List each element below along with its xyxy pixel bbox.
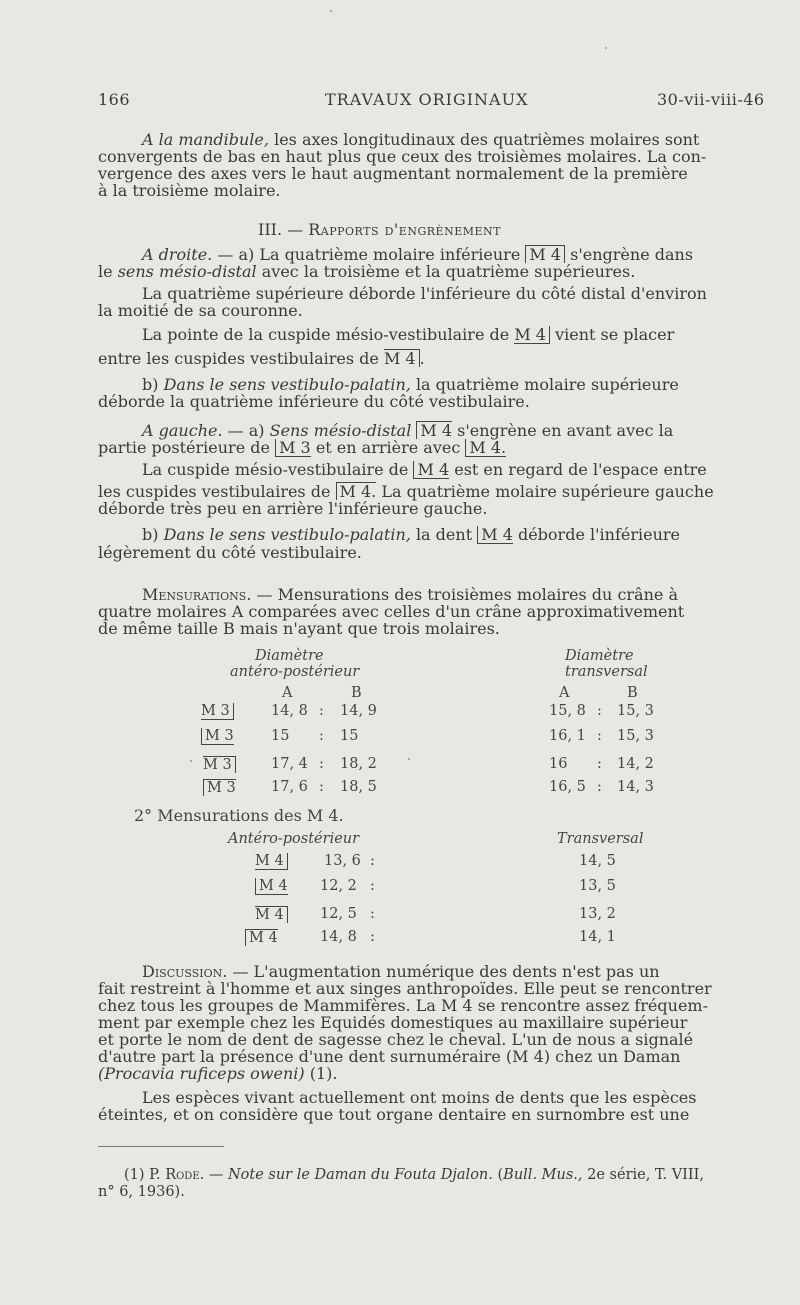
table-row-tooth: M 4: [245, 929, 278, 946]
gauche-b-text: déborde l'inférieure: [517, 525, 680, 544]
table-cell: 14, 2: [617, 756, 654, 772]
discussion-line2: fait restreint à l'homme et aux singes anthropoïdes. Elle peut se rencontrer: [98, 979, 712, 998]
footnote-author: Rode.: [165, 1167, 205, 1183]
gauche-b-marker: b): [142, 525, 159, 544]
gauche-b-line2: légèrement du côté vestibulaire.: [98, 543, 362, 562]
gauche-b-mid: la dent: [415, 525, 473, 544]
discussion-line5: et porte le nom de dent de sagesse chez le cheval. L'un de nous a signalé: [98, 1030, 694, 1049]
table-sep: :: [597, 703, 602, 719]
running-title: TRAVAUX ORIGINAUX: [325, 90, 529, 109]
discussion-line4: ment par exemple chez les Equidés domestiques au maxillaire supérieur: [98, 1013, 688, 1032]
footnote: [124, 1167, 704, 1183]
table-sep: :: [597, 779, 602, 795]
footnote-title: Note sur le Daman du Fouta Djalon.: [227, 1167, 493, 1183]
droite-b-marker: b): [142, 375, 159, 394]
discussion-footnote-ref: (1).: [309, 1064, 338, 1083]
intro-line-3: vergence des axes vers le haut augmentant normalement de la première: [98, 164, 688, 183]
tooth-notation: M 4: [384, 349, 420, 367]
discussion-p2-line2: éteintes, et on considère que tout organe dentaire en surnombre est une: [98, 1105, 690, 1124]
table-row-tooth: M 3: [203, 756, 236, 773]
table-sep: :: [370, 906, 375, 922]
droite-b-text: la quatrième molaire supérieure: [415, 375, 679, 394]
tooth-notation: M 4: [525, 245, 565, 263]
table-cell: 18, 5: [340, 779, 377, 795]
punct: .: [419, 349, 425, 368]
table1-col2-header1: Diamètre: [565, 648, 634, 664]
section-title: Rapports d'engrènement: [308, 220, 501, 239]
gauche-p2-line2: les cuspides vestibulaires de: [98, 482, 331, 501]
table1-sub-a: A: [282, 685, 293, 701]
table-sep: :: [319, 703, 324, 719]
mensurations-line1: — Mensurations des troisièmes molaires du crâne à: [256, 585, 678, 604]
table-sep: :: [370, 878, 375, 894]
footnote-line2: n° 6, 1936).: [98, 1184, 185, 1200]
paper-speck: [330, 10, 332, 12]
droite-p3-line2: entre les cuspides vestibulaires de: [98, 349, 379, 368]
table-sep: :: [370, 853, 375, 869]
droite-a-line2-start: le: [98, 262, 113, 281]
mensurations-paragraph: [98, 586, 758, 637]
paper-speck: [190, 760, 192, 762]
discussion-paragraph: [98, 963, 758, 1082]
discussion-line3: chez tous les groupes de Mammifères. La M 4 se rencontre assez fréquem-: [98, 996, 708, 1015]
table-row-tooth: M 4: [255, 853, 288, 870]
table-sep: :: [319, 779, 324, 795]
tooth-notation: M 4.: [336, 482, 377, 500]
gauche-a-text: s'engrène en avant avec la: [457, 421, 674, 440]
table-cell: 17, 4: [271, 756, 308, 772]
table-cell: 16, 1: [549, 728, 586, 744]
table-cell: 18, 2: [340, 756, 377, 772]
footnote-paren: (: [497, 1167, 504, 1183]
table2-title: 2° Mensurations des M 4.: [134, 806, 344, 825]
section-heading: [258, 220, 501, 239]
gauche-a-italic: Sens mésio-distal: [269, 421, 412, 440]
table-cell: 14, 3: [617, 779, 654, 795]
table-row-tooth: M 3: [203, 779, 236, 796]
paper-speck: [408, 758, 410, 760]
section-number: III. —: [258, 220, 304, 239]
tooth-notation: M 4: [416, 421, 452, 439]
table-row-tooth: M 4: [255, 878, 288, 895]
table-cell: 13, 2: [579, 906, 616, 922]
gauche-paragraph-a: [98, 421, 758, 457]
table-cell: 14, 9: [340, 703, 377, 719]
table-cell: 15: [271, 728, 290, 744]
table1-col1-header1: Diamètre: [255, 648, 324, 664]
discussion-p2-line1: Les espèces vivant actuellement ont moins de dents que les espèces: [142, 1088, 697, 1107]
gauche-b-italic: Dans le sens vestibulo-palatin,: [163, 525, 411, 544]
table2-col1-header: Antéro-postérieur: [228, 831, 360, 847]
discussion-line1: — L'augmentation numérique des dents n'est pas un: [232, 962, 660, 981]
droite-paragraph-3: [98, 326, 758, 367]
issue-date: 30-vii-viii-46: [657, 90, 765, 109]
table-cell: 14, 5: [579, 853, 616, 869]
table1-col1-header2: antéro-postérieur: [230, 664, 360, 680]
droite-b-line2: déborde la quatrième inférieure du côté vestibulaire.: [98, 392, 530, 411]
footnote-journal: Bull. Mus.,: [503, 1167, 583, 1183]
table1-sub-b: B: [351, 685, 362, 701]
droite-p3-text: La pointe de la cuspide mésio-vestibulaire de: [142, 325, 510, 344]
intro-paragraph: [98, 131, 758, 199]
table-cell: 16, 5: [549, 779, 586, 795]
tooth-notation: M 4: [413, 461, 449, 479]
gauche-p2-line3: déborde très peu en arrière l'inférieure gauche.: [98, 499, 488, 518]
droite-a-text-end: s'engrène dans: [570, 245, 694, 264]
gauche-a-marker: — a): [227, 421, 265, 440]
table-cell: 14, 1: [579, 929, 616, 945]
mensurations-label: Mensurations.: [142, 585, 252, 604]
droite-b-italic: Dans le sens vestibulo-palatin,: [163, 375, 411, 394]
tooth-notation: M 4.: [465, 439, 506, 457]
table-cell: 14, 8: [271, 703, 308, 719]
table-row-tooth: M 3: [201, 728, 234, 745]
table1-col2-header2: transversal: [565, 664, 648, 680]
droite-a-text: — a) La quatrième molaire inférieure: [217, 245, 521, 264]
table-cell: 13, 5: [579, 878, 616, 894]
droite-paragraph-b: [98, 376, 758, 410]
discussion-line6: d'autre part la présence d'une dent surnuméraire (M 4) chez un Daman: [98, 1047, 681, 1066]
table-sep: :: [370, 929, 375, 945]
intro-line-2: convergents de bas en haut plus que ceux des troisièmes molaires. La con-: [98, 147, 707, 166]
table-sep: :: [597, 728, 602, 744]
table-cell: 15, 8: [549, 703, 586, 719]
droite-paragraph-a: [98, 245, 758, 280]
table-cell: 15, 3: [617, 728, 654, 744]
intro-lead: A la mandibule,: [142, 130, 269, 149]
tooth-notation: M 3: [275, 439, 311, 457]
table-row-tooth: M 4: [255, 906, 288, 923]
table-cell: 12, 5: [320, 906, 357, 922]
footnote-rule: [98, 1146, 224, 1147]
footnote-dash: —: [208, 1167, 224, 1183]
mensurations-line2: quatre molaires A comparées avec celles d'un crâne approximativement: [98, 602, 685, 621]
table-cell: 16: [549, 756, 568, 772]
gauche-paragraph-b: [98, 526, 758, 561]
droite-p3-text-end: vient se placer: [555, 325, 675, 344]
table2-col2-header: Transversal: [557, 831, 644, 847]
table-sep: :: [319, 728, 324, 744]
table-sep: :: [597, 756, 602, 772]
droite-a-line2-italic: sens mésio-distal: [117, 262, 257, 281]
discussion-species: (Procavia ruficeps oweni): [98, 1064, 305, 1083]
gauche-p2-text: La cuspide mésio-vestibulaire de: [142, 460, 409, 479]
table-cell: 17, 6: [271, 779, 308, 795]
table-cell: 13, 6: [324, 853, 361, 869]
droite-paragraph-2: [98, 285, 758, 319]
paper-speck: [605, 47, 607, 49]
gauche-p2-text-end: est en regard de l'espace entre: [454, 460, 707, 479]
tooth-notation: M 4: [477, 526, 513, 544]
table-cell: 15, 3: [617, 703, 654, 719]
droite-p2-line1: La quatrième supérieure déborde l'inférieure du côté distal d'environ: [142, 284, 707, 303]
droite-a-line2-end: avec la troisième et la quatrième supérieures.: [261, 262, 636, 281]
gauche-paragraph-2: [98, 461, 758, 517]
tooth-notation: M 4: [514, 326, 550, 344]
discussion-paragraph-2: [98, 1089, 758, 1123]
table1-sub-b2: B: [627, 685, 638, 701]
intro-line-4: à la troisième molaire.: [98, 181, 281, 200]
footnote-volume: 2e série, T. VIII,: [587, 1167, 704, 1183]
gauche-a-line2: partie postérieure de: [98, 438, 270, 457]
table-cell: 15: [340, 728, 359, 744]
gauche-label: A gauche.: [142, 421, 223, 440]
gauche-p2-line2-end: La quatrième molaire supérieure gauche: [381, 482, 714, 501]
table-cell: 12, 2: [320, 878, 357, 894]
table-sep: :: [319, 756, 324, 772]
droite-label: A droite.: [142, 245, 213, 264]
droite-p2-line2: la moitié de sa couronne.: [98, 301, 303, 320]
footnote-marker: (1) P.: [124, 1167, 161, 1183]
discussion-label: Discussion.: [142, 962, 228, 981]
intro-line-1: les axes longitudinaux des quatrièmes molaires sont: [274, 130, 700, 149]
table-cell: 14, 8: [320, 929, 357, 945]
table-row-tooth: M 3: [201, 703, 234, 720]
gauche-a-line2-mid: et en arrière avec: [315, 438, 461, 457]
page-number: 166: [98, 90, 131, 109]
table1-sub-a2: A: [559, 685, 570, 701]
mensurations-line3: de même taille B mais n'ayant que trois molaires.: [98, 619, 500, 638]
